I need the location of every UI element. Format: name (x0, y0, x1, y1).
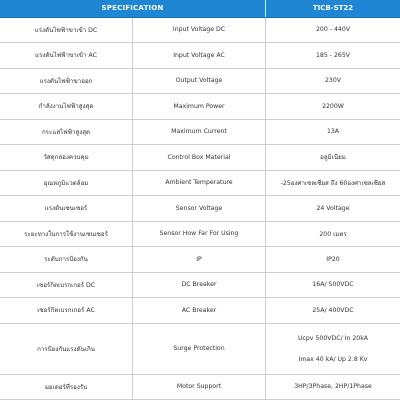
thai-label-cell: การป้องกันแรงดันเกิน (0, 324, 133, 374)
value-cell (266, 375, 400, 400)
thai-label-cell: กระแสไฟฟ้าสูงสุด (0, 120, 133, 145)
value-cell (266, 298, 400, 323)
value-text: 13A (326, 128, 340, 136)
table-row (0, 94, 400, 120)
value-text: 200 - 440V (315, 26, 351, 34)
value-text: 185 - 265V (315, 51, 351, 59)
english-label-cell: Ambient Temperature (133, 171, 266, 196)
thai-label-cell: ระยะทางในการใช้งานเซนเซอร์ (0, 222, 133, 247)
english-label-cell: Control Box Material (133, 145, 266, 170)
thai-label-cell: ระดับการป้องกัน (0, 247, 133, 272)
value-cell (266, 247, 400, 272)
value-cell (266, 69, 400, 94)
table-row (0, 222, 400, 248)
english-label-cell: IP (133, 247, 266, 272)
table-row (0, 69, 400, 95)
table-row (0, 145, 400, 171)
value-text: 230V (324, 77, 342, 85)
table-row (0, 18, 400, 44)
table-row (0, 273, 400, 299)
table-row (0, 324, 400, 375)
value-text: 3HP/3Phase, 2HP/1Phase (294, 383, 372, 391)
value-text: IP20 (326, 255, 340, 263)
value-text: 2200W (322, 102, 344, 110)
english-label-cell: AC Breaker (133, 298, 266, 323)
table-row (0, 247, 400, 273)
value-cell (266, 120, 400, 145)
value-cell (266, 222, 400, 247)
english-label-cell: Input Voltage DC (133, 18, 266, 43)
value-cell (266, 171, 400, 196)
value-cell (266, 145, 400, 170)
model-header: TICB-ST22 (312, 4, 354, 13)
value-cell (266, 273, 400, 298)
table-row (0, 298, 400, 324)
english-label-cell: DC Breaker (133, 273, 266, 298)
thai-label-cell: มอเตอร์ที่รองรับ (0, 375, 133, 400)
value-cell (266, 43, 400, 68)
value-text: อลูมิเนียม (320, 154, 346, 162)
english-label-cell: Input Voltage AC (133, 43, 266, 68)
english-label-cell: Output Voltage (133, 69, 266, 94)
value-cell (266, 94, 400, 119)
table-header (0, 0, 400, 18)
table-row (0, 196, 400, 222)
english-label-cell: Motor Support (133, 375, 266, 400)
thai-label-cell: วัสดุกล่องควบคุม (0, 145, 133, 170)
value-text: Ucpv 500VDC/ In 20kA (297, 334, 369, 342)
value-text: 25A/ 400VDC (312, 306, 354, 314)
english-label-cell: Maximum Power (133, 94, 266, 119)
specification-header: SPECIFICATION (0, 0, 266, 17)
value-text: 16A/ 500VDC (312, 281, 354, 289)
value-cell (266, 196, 400, 221)
thai-label-cell: แรงดันไฟฟ้าขาออก (0, 69, 133, 94)
thai-label-cell: แรงดันเซนเซอร์ (0, 196, 133, 221)
thai-label-cell: เซอร์กิตเบรกเกอร์ AC (0, 298, 133, 323)
table-row (0, 375, 400, 400)
table-body (0, 18, 400, 400)
thai-label-cell: แรงดันไฟฟ้าขาเข้า AC (0, 43, 133, 68)
thai-label-cell: แรงดันไฟฟ้าขาเข้า DC (0, 18, 133, 43)
value-text: Imax 40 kA/ Up 2.8 Kv (298, 355, 368, 363)
value-text: -25องศาเซลเซียส ถึง 60องศาเซลเซียส (280, 179, 386, 187)
thai-label-cell: เซอร์กิตเบรกเกอร์ DC (0, 273, 133, 298)
value-cell (266, 324, 400, 374)
english-label-cell: Sensor How Far For Using (133, 222, 266, 247)
table-row (0, 120, 400, 146)
table-row (0, 171, 400, 197)
thai-label-cell: อุณหภูมิแวดล้อม (0, 171, 133, 196)
value-text: 200 เมตร (319, 230, 347, 238)
value-text: 24 Voltage (316, 204, 350, 212)
value-cell (266, 18, 400, 43)
english-label-cell: Maximum Current (133, 120, 266, 145)
table-row (0, 43, 400, 69)
english-label-cell: Surge Protection (133, 324, 266, 374)
english-label-cell: Sensor Voltage (133, 196, 266, 221)
thai-label-cell: กำลังงานไฟฟ้าสูงสุด (0, 94, 133, 119)
